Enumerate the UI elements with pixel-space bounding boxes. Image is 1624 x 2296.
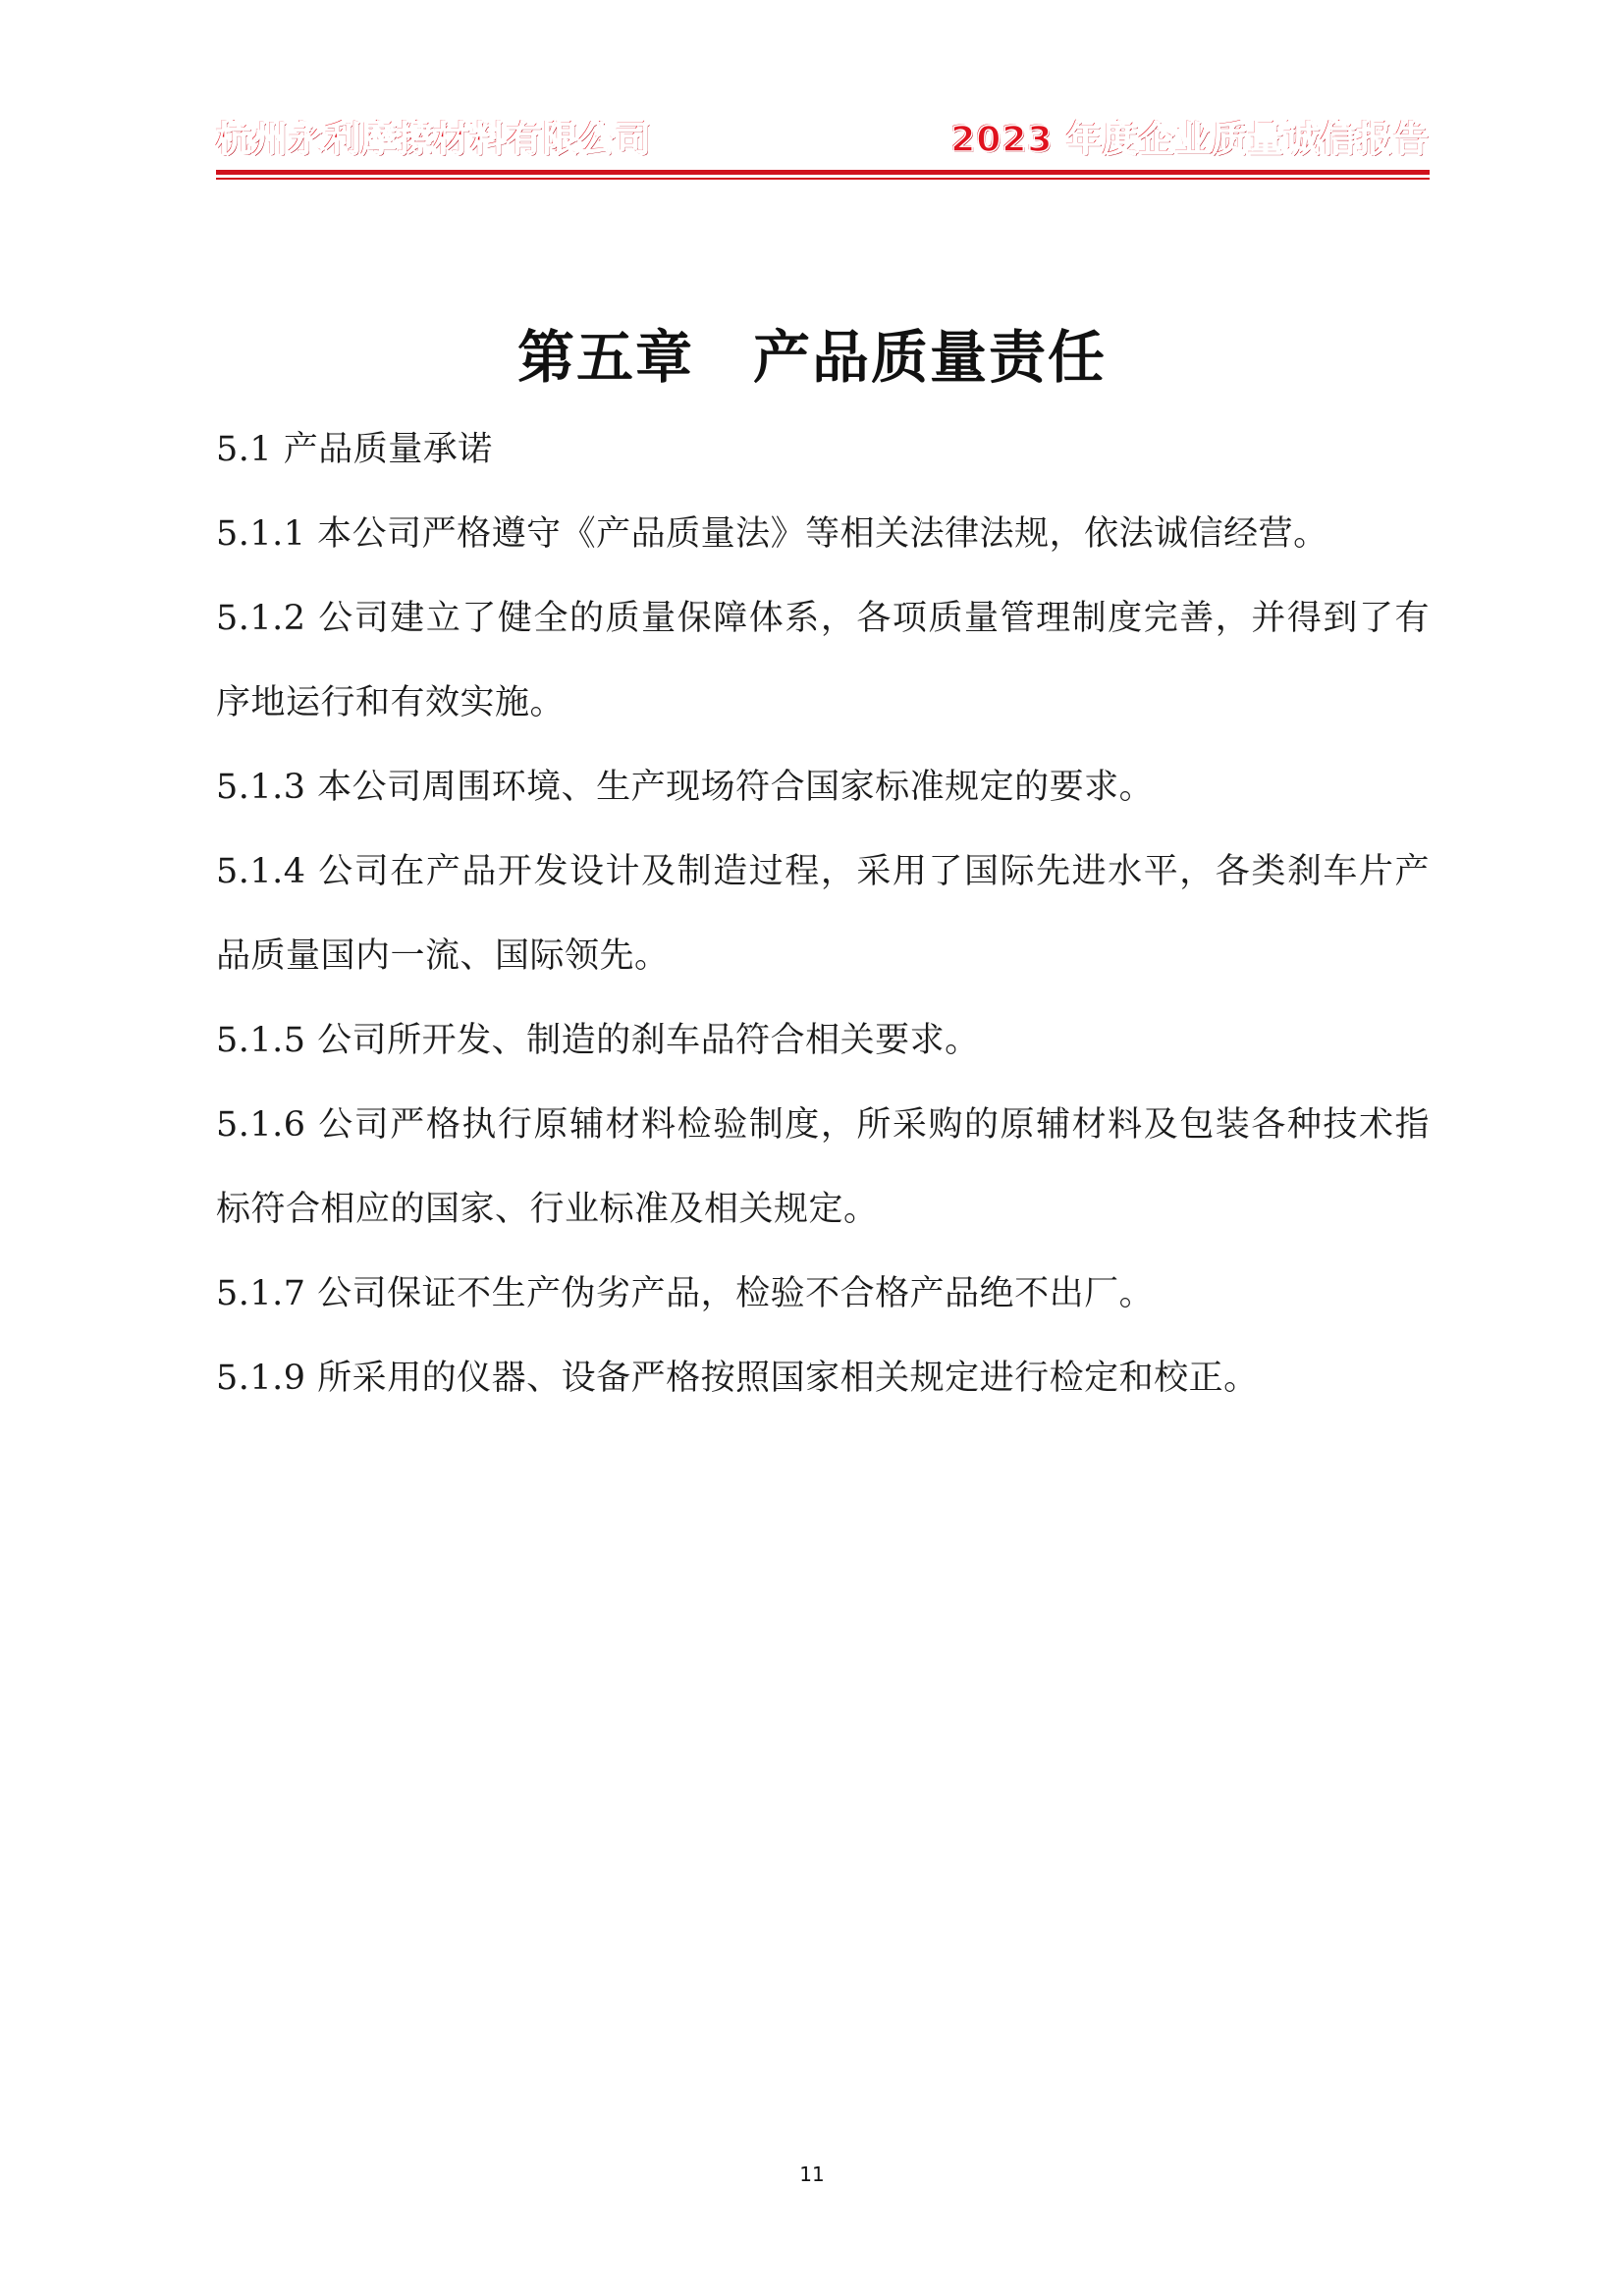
- paragraph: 5.1.5 公司所开发、制造的刹车品符合相关要求。: [216, 1021, 980, 1060]
- header-report-title: 2023 年度企业质量诚信报告: [950, 120, 1430, 160]
- page-header: [216, 116, 1430, 175]
- paragraph: 5.1.3 本公司周围环境、生产现场符合国家标准规定的要求。: [216, 768, 1155, 807]
- paragraph: 5.1.2 公司建立了健全的质量保障体系，各项质量管理制度完善，并得到了有序地运行和有效实施。: [216, 599, 1430, 722]
- header-divider-thin: [216, 178, 1430, 180]
- paragraph: 5.1.9 所采用的仪器、设备严格按照国家相关规定进行检定和校正。: [216, 1359, 1259, 1398]
- header-divider: [216, 170, 1430, 175]
- header-company-name: 杭州永利摩擦材料有限公司: [216, 120, 653, 160]
- paragraph: 5.1.1 本公司严格遵守《产品质量法》等相关法律法规，依法诚信经营。: [216, 514, 1328, 554]
- body-content: [216, 407, 1430, 1420]
- paragraph: 5.1.7 公司保证不生产伪劣产品，检验不合格产品绝不出厂。: [216, 1274, 1155, 1313]
- paragraph: 5.1.4 公司在产品开发设计及制造过程，采用了国际先进水平，各类刹车片产品质量国内一流、国际领先。: [216, 852, 1430, 976]
- chapter-title: 第五章 产品质量责任: [516, 323, 1107, 391]
- page-number: 11: [799, 2163, 825, 2186]
- section-heading: 5.1 产品质量承诺: [216, 430, 493, 469]
- paragraph: 5.1.6 公司严格执行原辅材料检验制度，所采购的原辅材料及包装各种技术指标符合相应的国家、行业标准及相关规定。: [216, 1105, 1430, 1229]
